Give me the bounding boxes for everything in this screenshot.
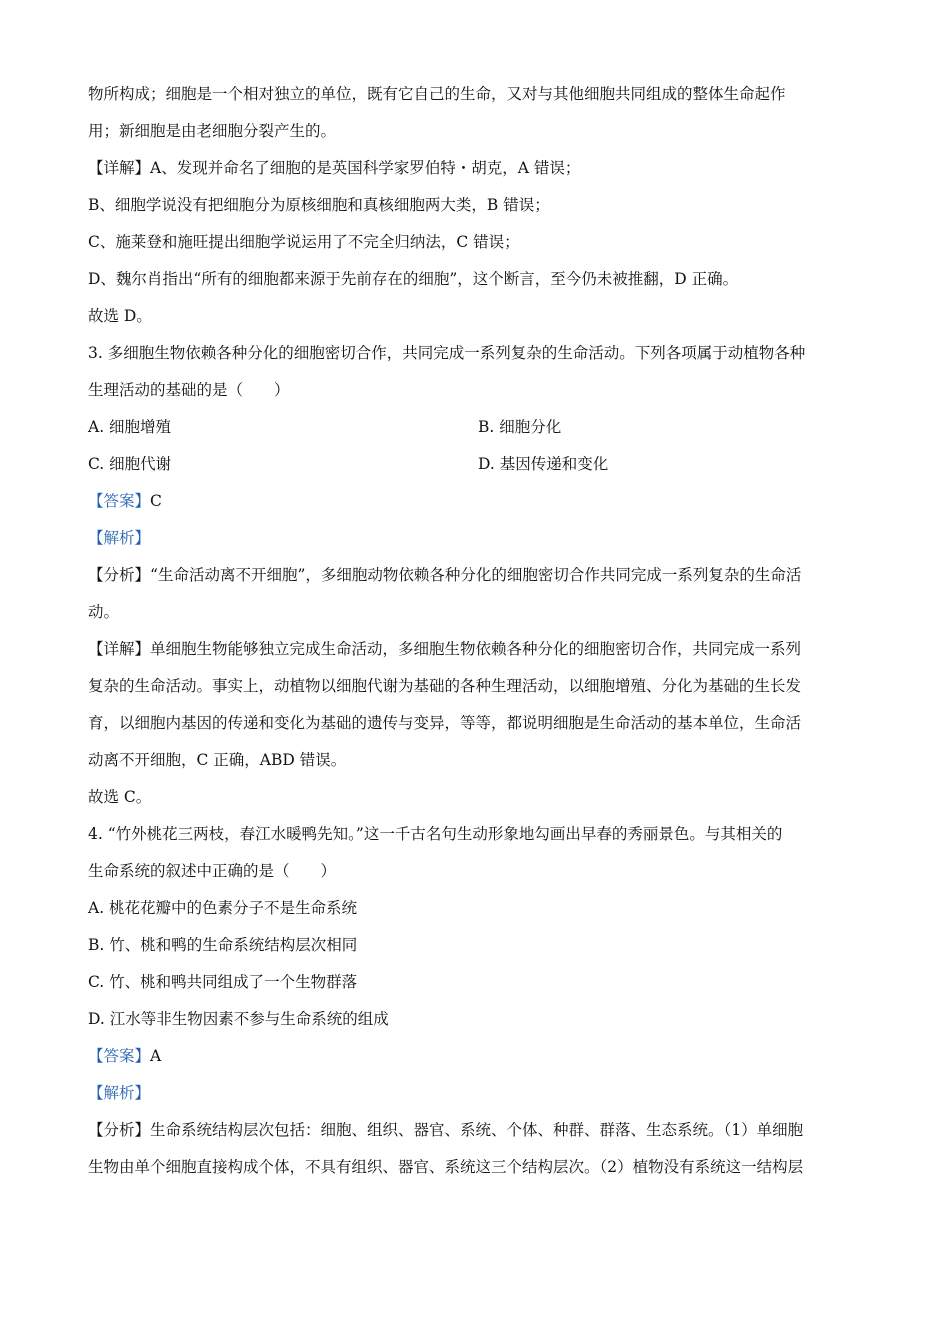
analysis-tag: 【解析】 <box>88 1084 151 1102</box>
fenxi-tag: 【分析】 <box>88 1121 151 1139</box>
question-stem: 生理活动的基础的是（ ） <box>88 381 290 399</box>
document-page <box>88 76 868 1186</box>
detail-text-content: 单细胞生物能够独立完成生命活动，多细胞生物依赖各种分化的细胞密切合作，共同完成一系列 <box>150 640 802 658</box>
question-stem: 3. 多细胞生物依赖各种分化的细胞密切合作，共同完成一系列复杂的生命活动。下列各项属于动植物各种 <box>88 344 806 362</box>
detail-text <box>88 631 868 668</box>
conclusion: 故选 D。 <box>88 307 152 325</box>
option-d: D. 江水等非生物因素不参与生命系统的组成 <box>88 1010 389 1028</box>
detail-line: B、细胞学说没有把细胞分为原核细胞和真核细胞两大类，B 错误； <box>88 196 550 214</box>
detail-line: C、施莱登和施旺提出细胞学说运用了不完全归纳法，C 错误； <box>88 233 520 251</box>
detail-text: 复杂的生命活动。事实上，动植物以细胞代谢为基础的各种生理活动，以细胞增殖、分化为基础的生长发 <box>88 677 802 695</box>
detail-tag: 【详解】 <box>88 640 151 658</box>
analysis-text-content: 生命系统结构层次包括：细胞、组织、器官、系统、个体、种群、群落、生态系统。（1）单细胞 <box>150 1121 804 1139</box>
analysis-text-content: “生命活动离不开细胞”，多细胞动物依赖各种分化的细胞密切合作共同完成一系列复杂的生命活 <box>150 566 802 584</box>
option-b: B. 竹、桃和鸭的生命系统结构层次相同 <box>88 936 358 954</box>
option-b: B. 细胞分化 <box>478 418 562 436</box>
option-a: A. 细胞增殖 <box>88 418 172 436</box>
analysis-line <box>88 1075 868 1112</box>
text-line: 用；新细胞是由老细胞分裂产生的。 <box>88 122 337 140</box>
option-c: C. 竹、桃和鸭共同组成了一个生物群落 <box>88 973 358 991</box>
option-row <box>88 409 868 446</box>
text-line: 物所构成；细胞是一个相对独立的单位，既有它自己的生命，又对与其他细胞共同组成的整体生命起作 <box>88 85 786 103</box>
detail-text: 育，以细胞内基因的传递和变化为基础的遗传与变异，等等，都说明细胞是生命活动的基本单位，生命活 <box>88 714 802 732</box>
detail-text: 动离不开细胞，C 正确，ABD 错误。 <box>88 751 347 769</box>
answer-tag: 【答案】 <box>88 1047 151 1065</box>
analysis-text: 生物由单个细胞直接构成个体，不具有组织、器官、系统这三个结构层次。（2）植物没有系统这一结构层 <box>88 1158 804 1176</box>
analysis-tag: 【解析】 <box>88 529 151 547</box>
detail-line <box>88 150 868 187</box>
detail-text: A、发现并命名了细胞的是英国科学家罗伯特・胡克，A 错误； <box>150 159 581 177</box>
analysis-text: 动。 <box>88 603 120 621</box>
option-row <box>88 446 868 483</box>
question-stem: 生命系统的叙述中正确的是（ ） <box>88 862 337 880</box>
question-stem: 4. “竹外桃花三两枝，春江水暖鸭先知。”这一千古名句生动形象地勾画出早春的秀丽景色。与其相关的 <box>88 825 783 843</box>
conclusion: 故选 C。 <box>88 788 152 806</box>
answer-value: A <box>150 1047 162 1065</box>
option-d: D. 基因传递和变化 <box>478 455 609 473</box>
answer-line <box>88 483 868 520</box>
detail-line: D、魏尔肖指出“所有的细胞都来源于先前存在的细胞”，这个断言，至今仍未被推翻，D 正确。 <box>88 270 739 288</box>
answer-value: C <box>150 492 162 510</box>
option-c: C. 细胞代谢 <box>88 455 172 473</box>
fenxi-tag: 【分析】 <box>88 566 151 584</box>
analysis-line <box>88 520 868 557</box>
analysis-text <box>88 557 868 594</box>
analysis-text <box>88 1112 868 1149</box>
answer-tag: 【答案】 <box>88 492 151 510</box>
detail-tag: 【详解】 <box>88 159 151 177</box>
option-a: A. 桃花花瓣中的色素分子不是生命系统 <box>88 899 358 917</box>
answer-line <box>88 1038 868 1075</box>
